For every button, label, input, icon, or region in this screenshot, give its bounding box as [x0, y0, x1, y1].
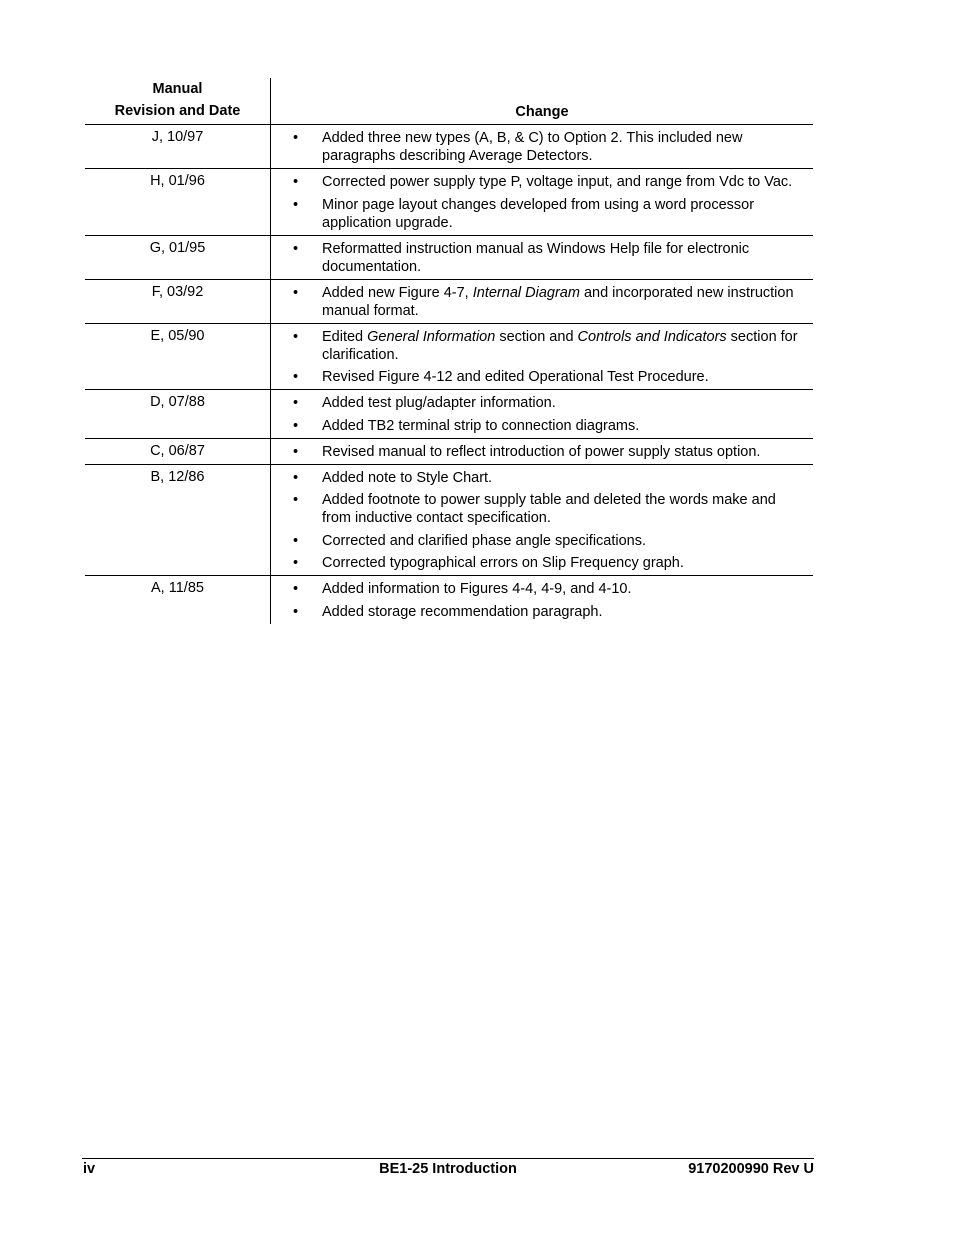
change-text: Added storage recommendation paragraph. [322, 603, 603, 620]
table-body [85, 125, 813, 624]
change-text-italic: General Information [367, 328, 496, 345]
change-text: Reformatted instruction manual as Windows Help file for electronic documentation. [322, 240, 750, 275]
table-row [85, 169, 813, 236]
change-list [271, 284, 813, 320]
change-text: and incorporated new instruction manual format. [322, 284, 794, 319]
change-text: Corrected and clarified phase angle specifications. [322, 532, 647, 549]
change-list [271, 394, 813, 435]
header-manual-label: Manual [152, 81, 203, 97]
page-footer [82, 1158, 814, 1183]
change-text: Added three new types (A, B, & C) to Option 2. This included new paragraphs describing Average Detectors. [322, 130, 743, 164]
revision-date-cell: B, 12/86 [85, 465, 271, 576]
change-item [271, 532, 813, 550]
change-item [271, 417, 813, 435]
bullet-icon: • [293, 284, 299, 301]
change-item [271, 240, 813, 276]
change-cell [271, 324, 813, 390]
change-text-italic: Internal Diagram [472, 284, 580, 301]
change-cell [271, 169, 813, 235]
table-row [85, 236, 813, 280]
change-text: Added footnote to power supply table and deleted the words make and from inductive contact specification. [322, 492, 776, 526]
change-cell [271, 576, 813, 624]
table-row [85, 576, 813, 624]
change-cell [271, 465, 813, 576]
table-row [85, 439, 813, 465]
table-row [85, 324, 813, 391]
change-text: Added TB2 terminal strip to connection diagrams. [322, 417, 640, 434]
bullet-icon: • [293, 369, 299, 385]
change-item [271, 554, 813, 572]
change-item [271, 284, 813, 320]
change-item [271, 173, 813, 191]
change-item [271, 603, 813, 621]
change-list [271, 173, 813, 232]
change-text: Minor page layout changes developed from using a word processor application upgrade. [322, 196, 755, 231]
header-change-label: Change [515, 104, 569, 120]
change-cell [271, 236, 813, 279]
bullet-icon: • [293, 417, 299, 434]
change-text: section for clarification. [322, 328, 798, 363]
revision-date-cell: F, 03/92 [85, 280, 271, 323]
bullet-icon: • [293, 532, 299, 549]
bullet-icon: • [293, 492, 299, 508]
change-text: Revised manual to reflect introduction of power supply status option. [322, 443, 761, 460]
bullet-icon: • [293, 395, 299, 411]
bullet-icon: • [293, 469, 299, 486]
bullet-icon: • [293, 240, 299, 257]
table-row [85, 465, 813, 577]
table-row [85, 280, 813, 324]
table-header [85, 78, 813, 125]
revision-date-cell: C, 06/87 [85, 439, 271, 464]
header-revision-date [85, 78, 271, 124]
change-text: Added test plug/adapter information. [322, 395, 556, 411]
change-text-italic: Controls and Indicators [577, 328, 727, 345]
change-item [271, 328, 813, 364]
change-text: Added note to Style Chart. [322, 469, 493, 486]
change-cell [271, 439, 813, 464]
change-item [271, 580, 813, 598]
change-item [271, 469, 813, 487]
footer-page-number: iv [83, 1161, 96, 1177]
table-row [85, 125, 813, 169]
change-item [271, 129, 813, 165]
change-cell [271, 390, 813, 438]
change-text: section and [495, 328, 578, 345]
change-text: Corrected typographical errors on Slip Frequency graph. [322, 555, 684, 571]
revision-date-cell: D, 07/88 [85, 390, 271, 438]
bullet-icon: • [293, 603, 299, 620]
bullet-icon: • [293, 130, 299, 146]
bullet-icon: • [293, 174, 299, 190]
change-item [271, 368, 813, 386]
bullet-icon: • [293, 443, 299, 460]
change-text: Edited [322, 328, 368, 345]
change-list [271, 129, 813, 165]
bullet-icon: • [293, 196, 299, 213]
revision-history-table [85, 78, 813, 624]
change-text: Added information to Figures 4-4, 4-9, and 4-10. [322, 581, 632, 597]
bullet-icon: • [293, 555, 299, 571]
revision-date-cell: E, 05/90 [85, 324, 271, 390]
change-text: Corrected power supply type P, voltage input, and range from Vdc to Vac. [322, 174, 793, 190]
change-text: Added new Figure 4-7, [322, 284, 473, 301]
change-cell [271, 280, 813, 323]
footer-title: BE1-25 Introduction [379, 1161, 517, 1177]
table-row [85, 390, 813, 439]
revision-date-cell: J, 10/97 [85, 125, 271, 168]
change-item [271, 394, 813, 412]
change-item [271, 443, 813, 461]
header-change [271, 78, 813, 124]
bullet-icon: • [293, 581, 299, 597]
change-item [271, 491, 813, 527]
revision-date-cell: G, 01/95 [85, 236, 271, 279]
revision-date-cell: H, 01/96 [85, 169, 271, 235]
change-list [271, 580, 813, 621]
revision-date-cell: A, 11/85 [85, 576, 271, 624]
change-list [271, 469, 813, 573]
bullet-icon: • [293, 328, 299, 345]
header-revision-label: Revision and Date [114, 103, 241, 119]
change-cell [271, 125, 813, 168]
change-item [271, 196, 813, 232]
change-list [271, 328, 813, 387]
change-list [271, 240, 813, 276]
change-list [271, 443, 813, 461]
footer-doc-number: 9170200990 Rev U [688, 1161, 814, 1177]
change-text: Revised Figure 4-12 and edited Operational Test Procedure. [322, 369, 709, 385]
